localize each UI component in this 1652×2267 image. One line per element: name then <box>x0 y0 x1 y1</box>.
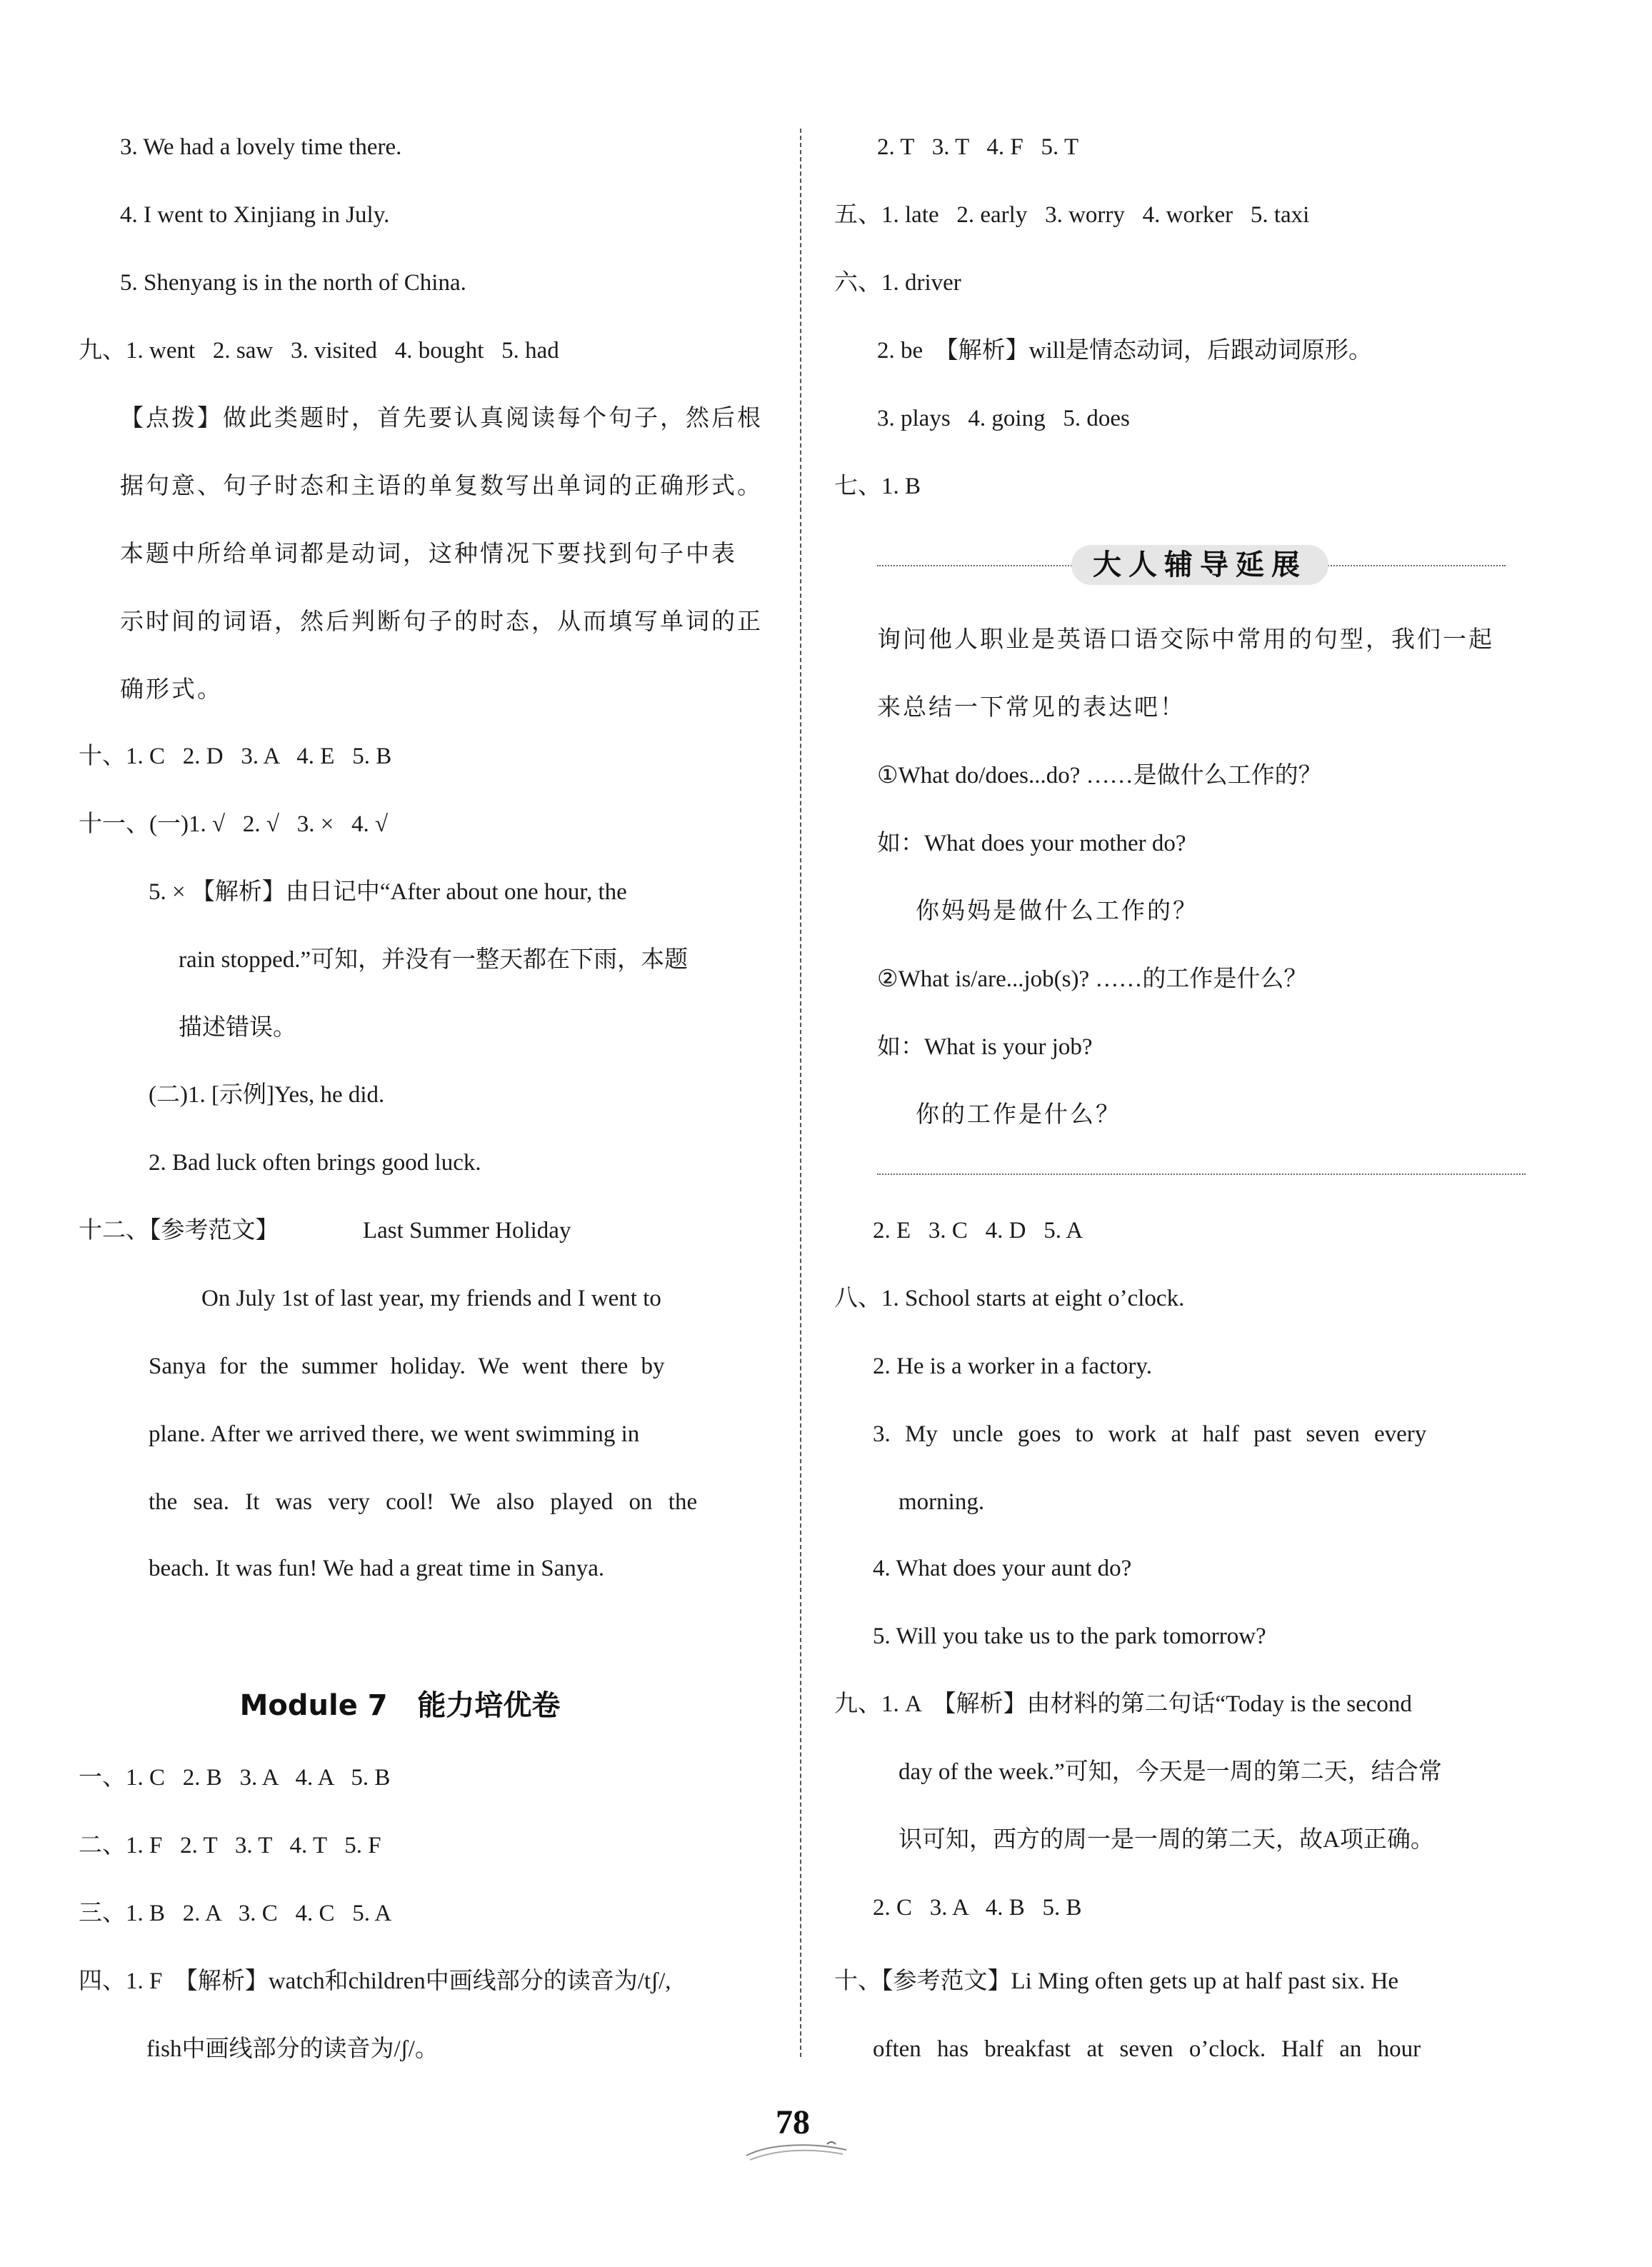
answer-line: fish中画线部分的读音为/ʃ/。 <box>146 2036 439 2062</box>
answer-line: 4. I went to Xinjiang in July. <box>120 202 390 228</box>
tip-line: 来总结一下常见的表达吧！ <box>877 695 1186 721</box>
answer-line: 八、1. School starts at eight o’clock. <box>834 1286 1185 1311</box>
tip-line: 你妈妈是做什么工作的？ <box>916 899 1198 924</box>
answer-line: 描述错误。 <box>179 1015 296 1041</box>
answer-line: 3. plays 4. going 5. does <box>877 406 1130 431</box>
hint-line: 本题中所给单词都是动词，这种情况下要找到句子中表 <box>120 541 737 567</box>
answer-line: 5. Shenyang is in the north of China. <box>120 270 466 296</box>
essay-line: On July 1st of last year, my friends and I went to <box>201 1286 661 1311</box>
essay-line: 十、【参考范文】Li Ming often gets up at half past six. He <box>834 1968 1399 1994</box>
dotted-rule <box>877 1173 1526 1175</box>
answer-line: 识可知，西方的周一是一周的第二天，故A项正确。 <box>898 1827 1434 1853</box>
hint-line: 据句意、句子时态和主语的单复数写出单词的正确形式。 <box>120 474 763 499</box>
answer-line: morning. <box>898 1489 985 1515</box>
answer-line: 2. C 3. A 4. B 5. B <box>873 1895 1082 1921</box>
tip-line: 如：What does your mother do? <box>877 831 1186 856</box>
answer-line: 5. × 【解析】由日记中“After about one hour, the <box>149 879 627 905</box>
section-title: Module 7 能力培优卷 <box>239 1689 561 1722</box>
answer-line: 二、1. F 2. T 3. T 4. T 5. F <box>79 1833 381 1858</box>
answer-line: 3. We had a lovely time there. <box>120 134 402 160</box>
tip-line: ②What is/are...job(s)? ……的工作是什么？ <box>877 966 1308 992</box>
answer-line: 一、1. C 2. B 3. A 4. A 5. B <box>79 1765 391 1791</box>
essay-line: the sea. It was very cool! We also played on the <box>149 1489 698 1515</box>
answer-line: 2. T 3. T 4. F 5. T <box>877 134 1079 160</box>
hint-line: 示时间的词语，然后判断句子的时态，从而填写单词的正 <box>120 609 763 635</box>
tip-line: 你的工作是什么？ <box>916 1102 1121 1128</box>
answer-line: 3. My uncle goes to work at half past seven every <box>873 1421 1427 1447</box>
essay-line: beach. It was fun! We had a great time in Sanya. <box>149 1556 605 1581</box>
page-swoosh-ornament <box>743 2136 850 2164</box>
answer-line: 2. He is a worker in a factory. <box>873 1353 1152 1379</box>
hint-line: 确形式。 <box>120 677 223 703</box>
answer-line: 九、1. A 【解析】由材料的第二句话“Today is the second <box>834 1691 1412 1717</box>
answer-line: rain stopped.”可知，并没有一整天都在下雨，本题 <box>179 947 689 973</box>
answer-line: 4. What does your aunt do? <box>873 1556 1132 1581</box>
answer-line: 2. E 3. C 4. D 5. A <box>873 1218 1083 1243</box>
answer-line: 十、1. C 2. D 3. A 4. E 5. B <box>79 744 392 769</box>
tutoring-banner: 大人辅导延展 <box>1071 545 1328 585</box>
answer-line: 六、1. driver <box>834 270 961 296</box>
essay-line: often has breakfast at seven o’clock. Half an hour <box>873 2036 1421 2062</box>
essay-title: Last Summer Holiday <box>363 1218 571 1243</box>
answer-line: 2. be 【解析】will是情态动词，后跟动词原形。 <box>877 338 1372 364</box>
tip-line: ①What do/does...do? ……是做什么工作的？ <box>877 763 1322 789</box>
answer-line: 十一、(一)1. √ 2. √ 3. × 4. √ <box>79 811 389 837</box>
answer-line: 九、1. went 2. saw 3. visited 4. bought 5. had <box>79 338 559 364</box>
hint-line: 【点拨】做此类题时，首先要认真阅读每个句子，然后根 <box>120 406 763 431</box>
answer-line: day of the week.”可知，今天是一周的第二天，结合常 <box>898 1759 1442 1785</box>
answer-line: (二)1. [示例]Yes, he did. <box>149 1082 385 1108</box>
answer-line: 七、1. B <box>834 474 921 499</box>
essay-label: 十二、【参考范文】 <box>79 1218 279 1243</box>
answer-line: 五、1. late 2. early 3. worry 4. worker 5. taxi <box>834 202 1310 228</box>
essay-line: Sanya for the summer holiday. We went there by <box>149 1353 665 1379</box>
answer-line: 三、1. B 2. A 3. C 4. C 5. A <box>79 1901 392 1926</box>
tip-line: 如：What is your job? <box>877 1034 1093 1060</box>
answer-line: 2. Bad luck often brings good luck. <box>149 1150 481 1176</box>
page-number: 78 <box>776 2103 810 2141</box>
answer-line: 四、1. F 【解析】watch和children中画线部分的读音为/tʃ/, <box>79 1968 671 1994</box>
essay-line: plane. After we arrived there, we went swimming in <box>149 1421 640 1447</box>
answer-line: 5. Will you take us to the park tomorrow? <box>873 1623 1266 1649</box>
column-divider <box>800 129 801 2057</box>
tip-line: 询问他人职业是英语口语交际中常用的句型，我们一起 <box>877 627 1494 653</box>
